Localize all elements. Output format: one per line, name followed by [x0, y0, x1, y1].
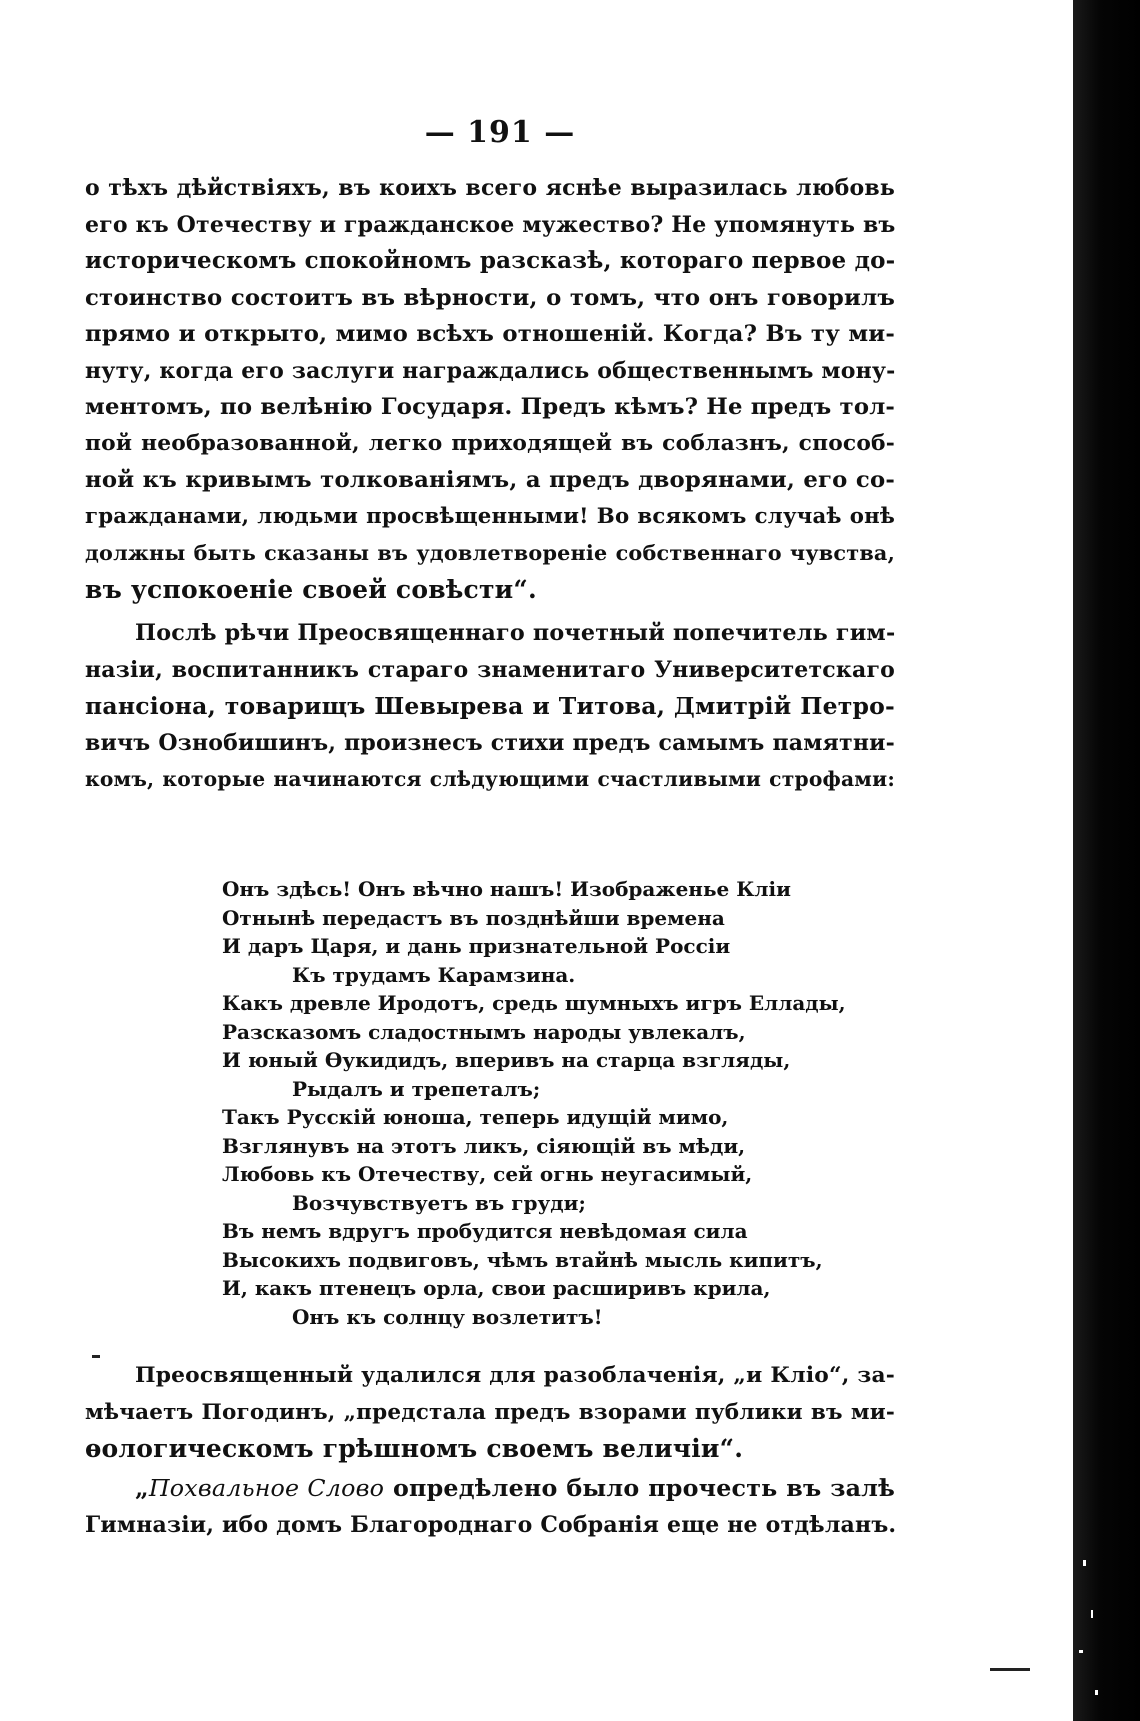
text-line: пансіона, товарищъ Шевырева и Титова, Дмитрій Петро- — [85, 692, 895, 720]
text-line: нуту, когда его заслуги награждались общественнымъ мону- — [85, 357, 896, 384]
text-line: комъ, которые начинаются слѣдующими счастливыми строфами: — [85, 767, 895, 791]
poem-line: И даръ Царя, и дань признательной Россіи — [222, 934, 731, 958]
text-line: Преосвященный удалился для разоблаченія, „и Кліо“, за- — [135, 1363, 895, 1388]
poem-line: Къ трудамъ Карамзина. — [292, 962, 576, 987]
text-line: ной къ кривымъ толкованіямъ, а предъ дворянами, его со- — [85, 467, 895, 493]
poem-line: Возчувствуетъ въ груди; — [292, 1190, 586, 1215]
paragraph-1 — [85, 170, 895, 608]
poem-line: Онъ къ солнцу возлетитъ! — [292, 1304, 603, 1329]
poem-line: Отнынѣ передастъ въ позднѣйши времена — [222, 905, 725, 930]
text-line: ментомъ, по велѣнію Государя. Предъ кѣмъ? Не предъ тол- — [85, 394, 896, 420]
poem-line: Такъ Русскій юноша, теперь идущій мимо, — [222, 1105, 729, 1129]
quote-mark: „ — [135, 1474, 149, 1502]
text-line: о тѣхъ дѣйствіяхъ, въ коихъ всего яснѣе выразилась любовь — [85, 175, 895, 201]
text-line: назіи, воспитанникъ стараго знаменитаго Университетскаго — [85, 656, 895, 683]
poem-line: Рыдалъ и трепеталъ; — [292, 1076, 541, 1101]
text-line: Гимназіи, ибо домъ Благороднаго Собранія еще не отдѣланъ. — [85, 1511, 897, 1538]
poem — [222, 875, 862, 1331]
text-line: ѳологическомъ грѣшномъ своемъ величіи“. — [85, 1434, 744, 1463]
poem-line: Взглянувъ на этотъ ликъ, сіяющій въ мѣди, — [222, 1133, 746, 1158]
italic-title: Похвальное Слово — [148, 1474, 385, 1502]
poem-line: Высокихъ подвиговъ, чѣмъ втайнѣ мысль кипитъ, — [222, 1247, 823, 1272]
text-line: историческомъ спокойномъ разсказѣ, котораго первое до- — [85, 247, 896, 274]
poem-line: Какъ древле Иродотъ, средь шумныхъ игръ Еллады, — [222, 991, 846, 1015]
text-line: гражданами, людьми просвѣщенными! Во всякомъ случаѣ онѣ — [85, 503, 895, 529]
poem-line: И, какъ птенецъ орла, свои расширивъ крила, — [222, 1276, 771, 1300]
text-line: вичъ Ознобишинъ, произнесъ стихи предъ самымъ памятни- — [85, 729, 895, 756]
poem-line: Онъ здѣсь! Онъ вѣчно нашъ! Изображенье Кліи — [222, 877, 791, 901]
text-line: пой необразованной, легко приходящей въ соблазнъ, способ- — [85, 430, 895, 456]
page-number: — 191 — — [424, 115, 576, 150]
poem-line: Разсказомъ сладостнымъ народы увлекалъ, — [222, 1019, 746, 1044]
poem-line: Любовь къ Отечеству, сей огнь неугасимый, — [222, 1162, 753, 1186]
scan-dark-edge — [1073, 0, 1140, 1721]
poem-line: Въ немъ вдругъ пробудится невѣдомая сила — [222, 1219, 748, 1243]
text-line: мѣчаетъ Погодинъ, „предстала предъ взорами публики въ ми- — [85, 1399, 895, 1425]
stray-ink-mark — [92, 1355, 100, 1358]
text-line: Послѣ рѣчи Преосвященнаго почетный попечитель гим- — [135, 620, 896, 646]
paragraph-2 — [85, 615, 895, 798]
paragraph-4 — [85, 1470, 895, 1543]
line-rest: опредѣлено было прочесть въ залѣ — [384, 1474, 895, 1502]
text-line: стоинство состоитъ въ вѣрности, о томъ, что онъ говорилъ — [85, 284, 895, 311]
poem-line: И юный Ѳукидидъ, вперивъ на старца взгляды, — [222, 1048, 791, 1072]
text-line: въ успокоеніе своей совѣсти“. — [85, 574, 537, 604]
text-line: должны быть сказаны въ удовлетвореніе собственнаго чувства, — [85, 541, 895, 565]
text-line: прямо и открыто, мимо всѣхъ отношеній. Когда? Въ ту ми- — [85, 321, 895, 347]
text-line — [85, 1470, 895, 1507]
text-line: его къ Отечеству и гражданское мужество? Не упомянуть въ — [85, 211, 896, 238]
footer-dash — [990, 1668, 1030, 1671]
paragraph-3 — [85, 1358, 895, 1468]
